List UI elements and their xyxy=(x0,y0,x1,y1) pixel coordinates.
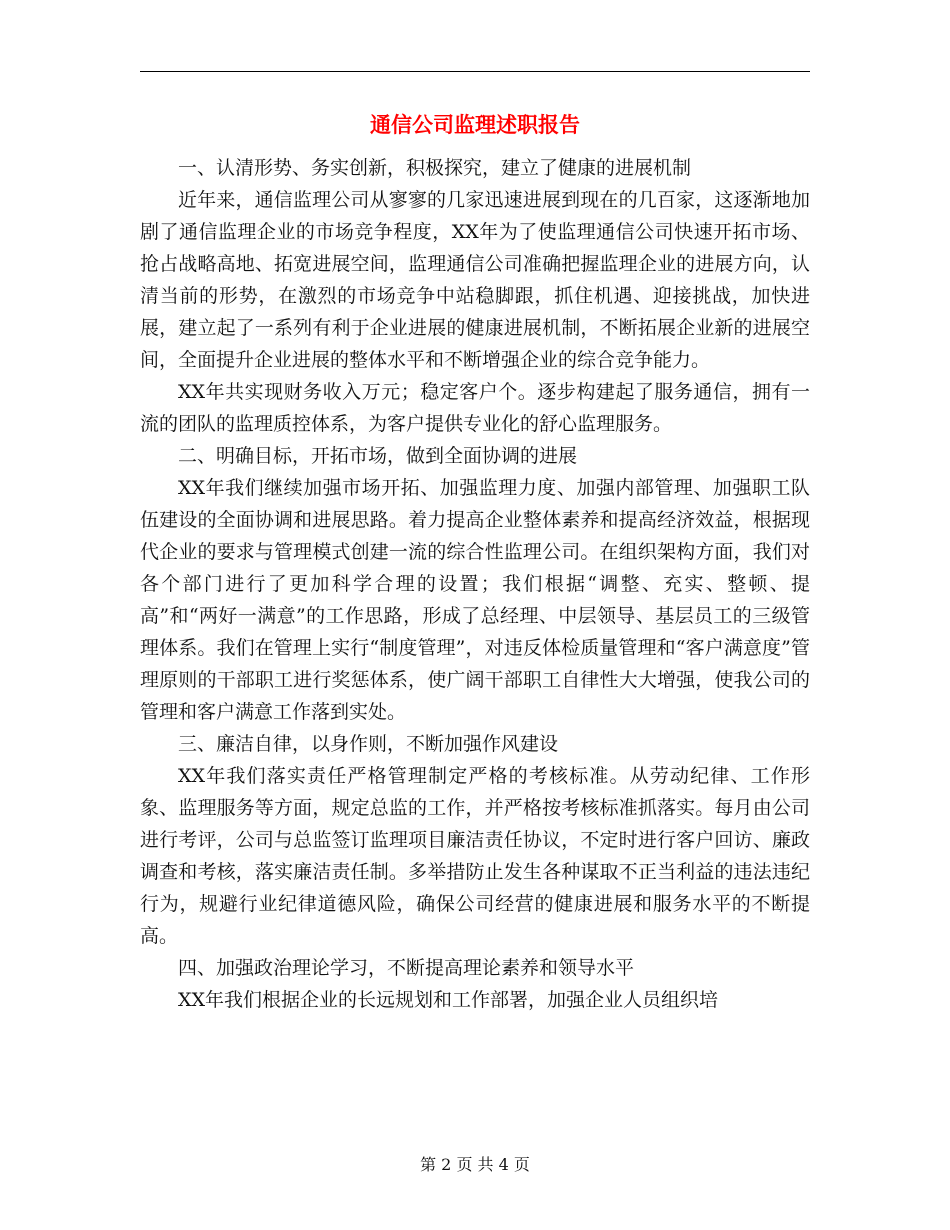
paragraph: 近年来，通信监理公司从寥寥的几家迅速进展到现在的几百家，这逐渐地加剧了通信监理企业的市场竞争程度，XX年为了使监理通信公司快速开拓市场、抢占战略高地、拓宽进展空间，监理通信公司准确把握监理企业的进展方向，认清当前的形势，在激烈的市场竞争中站稳脚跟，抓住机遇、迎接挑战，加快进展，建立起了一系列有利于企业进展的健康进展机制，不断拓展企业新的进展空间，全面提升企业进展的整体水平和不断增强企业的综合竞争能力。 xyxy=(140,189,810,371)
paragraph: XX年共实现财务收入万元；稳定客户个。逐步构建起了服务通信，拥有一流的团队的监理质控体系，为客户提供专业化的舒心监理服务。 xyxy=(140,381,810,435)
document-body xyxy=(140,152,810,1016)
document-title: 通信公司监理述职报告 xyxy=(370,112,580,137)
section-heading-1: 一、认清形势、务实创新，积极探究，建立了健康的进展机制 xyxy=(178,157,692,179)
paragraph: XX年我们落实责任严格管理制定严格的考核标准。从劳动纪律、工作形象、监理服务等方面，规定总监的工作，并严格按考核标准抓落实。每月由公司进行考评，公司与总监签订监理项目廉洁责任协议，不定时进行客户回访、廉政调查和考核，落实廉洁责任制。多举措防止发生各种谋取不正当利益的违法违纪行为，规避行业纪律道德风险，确保公司经营的健康进展和服务水平的不断提高。 xyxy=(140,765,810,947)
header-rule xyxy=(140,71,810,72)
section-heading-3: 三、廉洁自律，以身作则，不断加强作风建设 xyxy=(178,733,559,755)
section-heading-2: 二、明确目标，开拓市场，做到全面协调的进展 xyxy=(178,445,578,467)
page-number: 第 2 页 共 4 页 xyxy=(420,1155,530,1174)
section-heading-4: 四、加强政治理论学习，不断提高理论素养和领导水平 xyxy=(178,957,635,979)
paragraph: XX年我们继续加强市场开拓、加强监理力度、加强内部管理、加强职工队伍建设的全面协调和进展思路。着力提高企业整体素养和提高经济效益，根据现代企业的要求与管理模式创建一流的综合性监理公司。在组织架构方面，我们对各个部门进行了更加科学合理的设置；我们根据“调整、充实、整顿、提高”和“两好一满意”的工作思路，形成了总经理、中层领导、基层员工的三级管理体系。我们在管理上实行“制度管理”，对违反体检质量管理和“客户满意度”管理原则的干部职工进行奖惩体系，使广阔干部职工自律性大大增强，使我公司的管理和客户满意工作落到实处。 xyxy=(140,477,810,723)
paragraph: XX年我们根据企业的长远规划和工作部署，加强企业人员组织培 xyxy=(178,989,719,1011)
